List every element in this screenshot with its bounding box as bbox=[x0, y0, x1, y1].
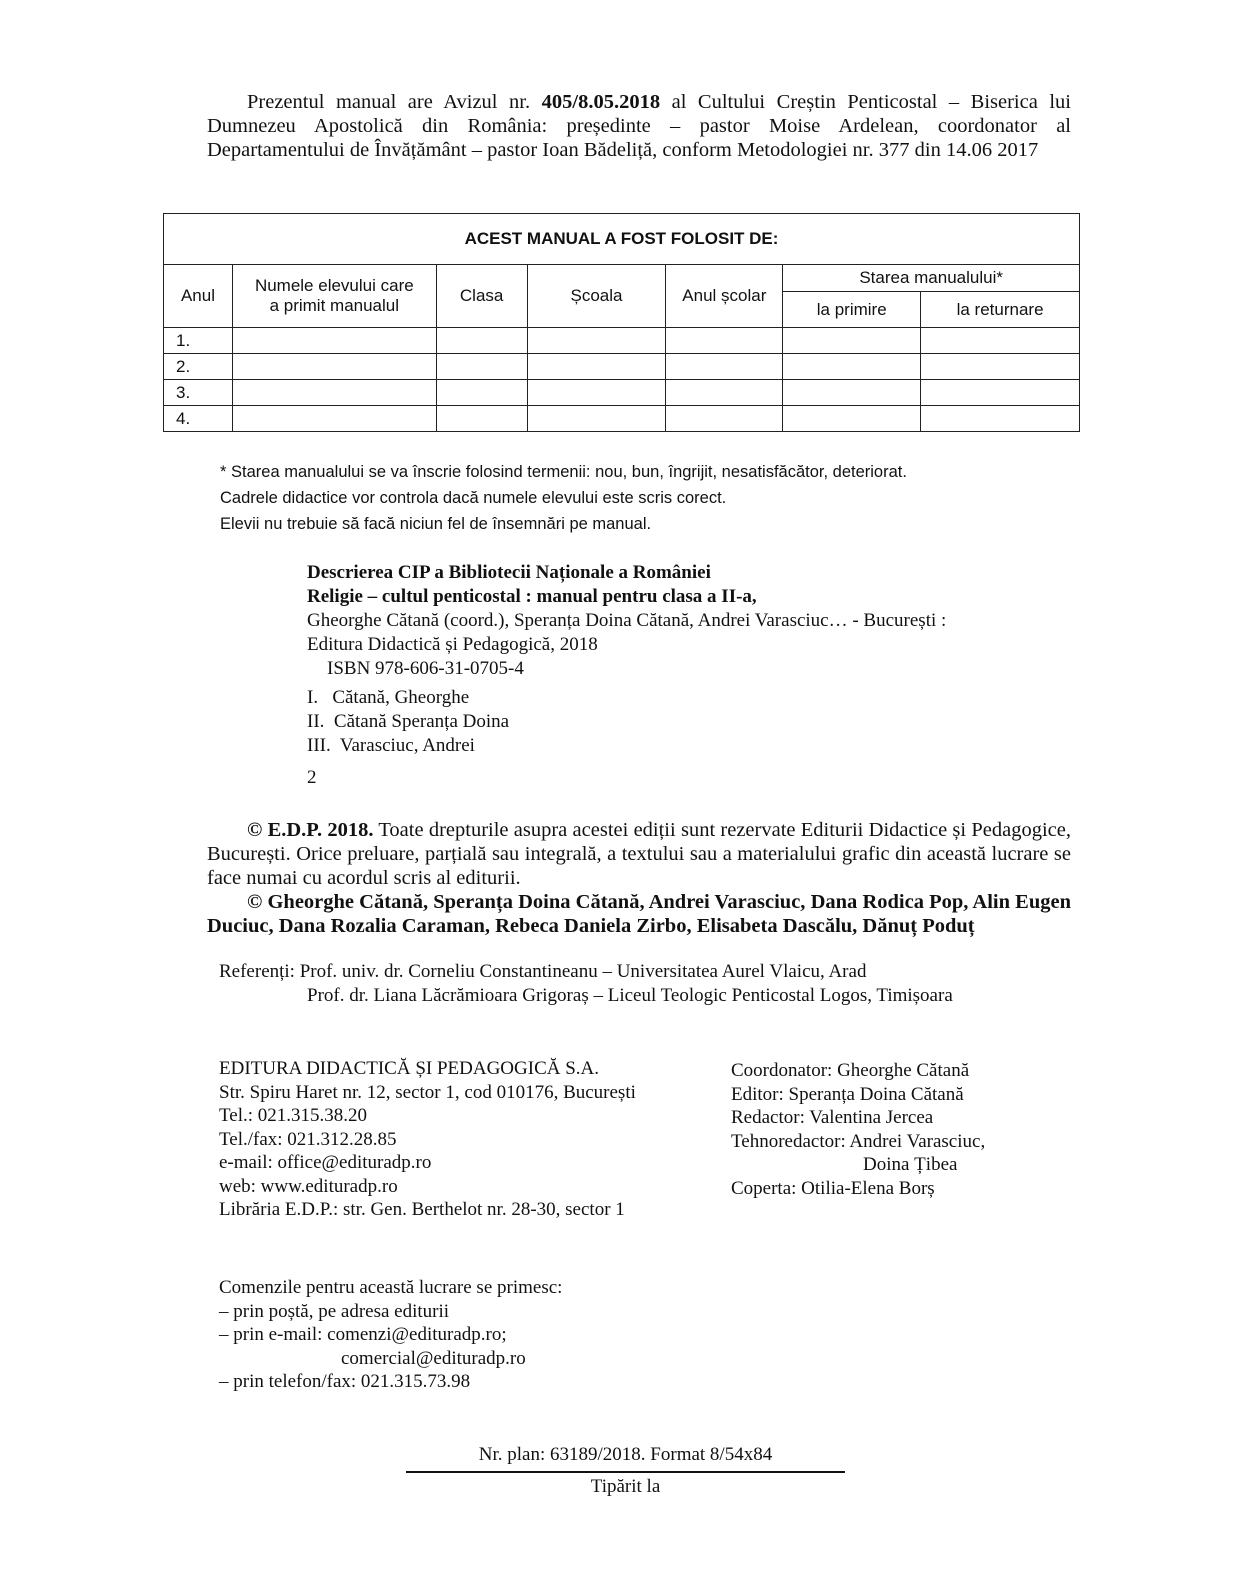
cell-clasa bbox=[436, 406, 527, 432]
column-header-clasa: Clasa bbox=[436, 265, 527, 328]
cell-anul-scolar bbox=[666, 380, 783, 406]
cip-index-item: I. Cătană, Gheorghe bbox=[307, 687, 470, 708]
cell-clasa bbox=[436, 328, 527, 354]
editorial-staff bbox=[731, 1059, 985, 1200]
cell-scoala bbox=[527, 406, 666, 432]
table-row bbox=[164, 406, 1080, 432]
table-notes bbox=[220, 459, 907, 537]
publisher-fax: Tel./fax: 021.312.28.85 bbox=[219, 1128, 397, 1150]
publisher-email: e-mail: office@edituradp.ro bbox=[219, 1152, 432, 1173]
cell-la-returnare bbox=[921, 354, 1080, 380]
cip-index-list bbox=[307, 686, 946, 758]
cip-index-item: III. Varasciuc, Andrei bbox=[307, 735, 475, 756]
column-header-scoala: Școala bbox=[527, 265, 666, 328]
publisher-web: web: www.edituradp.ro bbox=[219, 1175, 398, 1197]
copyright-authors: © Gheorghe Cătană, Speranța Doina Cătană, Andrei Varasciuc, Dana Rodica Pop, Alin Eugen Duciuc, Dana Rozalia Caraman, Rebeca Daniela Zirbo, Elisabeta Dascălu, Dănuț Poduț bbox=[207, 891, 1071, 937]
approval-text-end: al Cultului Creștin Penticostal – Biserica lui Dumnezeu Apostolică din România: președinte – pastor Moise Ardelean, coordonator al Departamentului de Învățământ – pastor Ioan Bădeliță, conform Metodologiei nr. 377 din 14.06 2017 bbox=[207, 91, 1071, 161]
publisher-bookstore: Librăria E.D.P.: str. Gen. Berthelot nr. 28-30, sector 1 bbox=[219, 1199, 625, 1220]
table-row bbox=[164, 380, 1080, 406]
column-header-anul: Anul bbox=[164, 265, 233, 328]
referees bbox=[219, 960, 953, 1008]
orders-intro: Comenzile pentru această lucrare se primesc: bbox=[219, 1277, 563, 1298]
copyright-edp-label: © E.D.P. 2018. bbox=[247, 819, 374, 841]
cell-nume bbox=[232, 354, 436, 380]
cip-heading: Descrierea CIP a Bibliotecii Naționale a României bbox=[307, 562, 711, 583]
column-header-anul-scolar: Anul școlar bbox=[666, 265, 783, 328]
referee-line-1: Referenți: Prof. univ. dr. Corneliu Constantineanu – Universitatea Aurel Vlaicu, Arad bbox=[219, 961, 867, 982]
cell-la-primire bbox=[783, 354, 921, 380]
cell-clasa bbox=[436, 380, 527, 406]
cell-scoala bbox=[527, 354, 666, 380]
column-header-nume-line1: Numele elevului care bbox=[254, 276, 414, 295]
copyright-section bbox=[207, 818, 1071, 938]
column-header-nume bbox=[232, 265, 436, 328]
orders-phone: – prin telefon/fax: 021.315.73.98 bbox=[219, 1371, 471, 1392]
orders-email: – prin e-mail: comenzi@edituradp.ro; bbox=[219, 1324, 507, 1345]
print-plan: Nr. plan: 63189/2018. Format 8/54x84 bbox=[478, 1444, 773, 1465]
publisher-name: EDITURA DIDACTICĂ ȘI PEDAGOGICĂ S.A. bbox=[219, 1058, 599, 1079]
column-header-starea: Starea manualului* bbox=[783, 265, 1080, 292]
cip-index-item: II. Cătană Speranța Doina bbox=[307, 711, 510, 732]
cell-anul-scolar bbox=[666, 328, 783, 354]
staff-editor: Editor: Speranța Doina Cătană bbox=[731, 1083, 964, 1105]
column-header-la-primire: la primire bbox=[783, 292, 921, 328]
cell-la-returnare bbox=[921, 328, 1080, 354]
approval-paragraph bbox=[207, 90, 1071, 162]
cell-nume bbox=[232, 406, 436, 432]
publisher-phone: Tel.: 021.315.38.20 bbox=[219, 1105, 368, 1126]
cell-la-primire bbox=[783, 328, 921, 354]
copyright-edp-text: Toate drepturile asupra acestei ediții sunt rezervate Editurii Didactice și Pedagogice, București. Orice preluare, parțială sau integrală, a textului sau a materialului grafic din această lucrare se face numai cu acordul scris al editurii. bbox=[207, 819, 1071, 889]
cip-description bbox=[307, 561, 946, 790]
row-number: 4. bbox=[164, 406, 233, 432]
cell-la-returnare bbox=[921, 406, 1080, 432]
publisher-address: Str. Spiru Haret nr. 12, sector 1, cod 010176, București bbox=[219, 1081, 636, 1103]
approval-number: 405/8.05.2018 bbox=[541, 91, 661, 113]
staff-tehnoredactor: Tehnoredactor: Andrei Varasciuc, bbox=[731, 1130, 986, 1152]
table-title: ACEST MANUAL A FOST FOLOSIT DE: bbox=[164, 214, 1080, 265]
note-no-markings: Elevii nu trebuie să facă niciun fel de însemnări pe manual. bbox=[220, 515, 652, 533]
footer-divider bbox=[406, 1471, 845, 1473]
orders-email-2: comercial@edituradp.ro bbox=[341, 1347, 526, 1369]
table-row bbox=[164, 328, 1080, 354]
cell-scoala bbox=[527, 328, 666, 354]
note-teacher-check: Cadrele didactice vor controla dacă numele elevului este scris corect. bbox=[220, 489, 727, 507]
approval-text-start: Prezentul manual are Avizul nr. bbox=[247, 91, 542, 113]
cell-nume bbox=[232, 328, 436, 354]
column-header-nume-line2: a primit manualul bbox=[269, 296, 400, 315]
referee-line-2: Prof. dr. Liana Lăcrămioara Grigoraș – Liceul Teologic Penticostal Logos, Timișoara bbox=[307, 985, 953, 1006]
table-row bbox=[164, 354, 1080, 380]
staff-tehnoredactor-2: Doina Țibea bbox=[863, 1154, 958, 1175]
cell-anul-scolar bbox=[666, 354, 783, 380]
cell-la-primire bbox=[783, 380, 921, 406]
cell-nume bbox=[232, 380, 436, 406]
staff-redactor: Redactor: Valentina Jercea bbox=[731, 1107, 934, 1128]
column-header-la-returnare: la returnare bbox=[921, 292, 1080, 328]
cell-clasa bbox=[436, 354, 527, 380]
cip-publisher: Editura Didactică și Pedagogică, 2018 bbox=[307, 634, 598, 655]
orders-info bbox=[219, 1276, 562, 1394]
cip-class-number: 2 bbox=[307, 767, 317, 788]
note-condition-terms: * Starea manualului se va înscrie folosind termenii: nou, bun, îngrijit, nesatisfăcător, deteriorat. bbox=[220, 463, 907, 481]
publisher-contact bbox=[219, 1057, 636, 1222]
cell-anul-scolar bbox=[666, 406, 783, 432]
cell-scoala bbox=[527, 380, 666, 406]
row-number: 3. bbox=[164, 380, 233, 406]
staff-coordonator: Coordonator: Gheorghe Cătană bbox=[731, 1060, 970, 1081]
cell-la-primire bbox=[783, 406, 921, 432]
row-number: 1. bbox=[164, 328, 233, 354]
manual-usage-table bbox=[163, 213, 1080, 432]
row-number: 2. bbox=[164, 354, 233, 380]
orders-post: – prin poștă, pe adresa editurii bbox=[219, 1300, 450, 1322]
cip-authors: Gheorghe Cătană (coord.), Speranța Doina Cătană, Andrei Varasciuc… - București : bbox=[307, 610, 947, 631]
cip-book-title: Religie – cultul penticostal : manual pentru clasa a II-a, bbox=[307, 586, 757, 607]
cell-la-returnare bbox=[921, 380, 1080, 406]
staff-coperta: Coperta: Otilia-Elena Borș bbox=[731, 1177, 935, 1199]
printed-at: Tipărit la bbox=[590, 1476, 661, 1497]
cip-isbn: ISBN 978-606-31-0705-4 bbox=[327, 658, 524, 679]
